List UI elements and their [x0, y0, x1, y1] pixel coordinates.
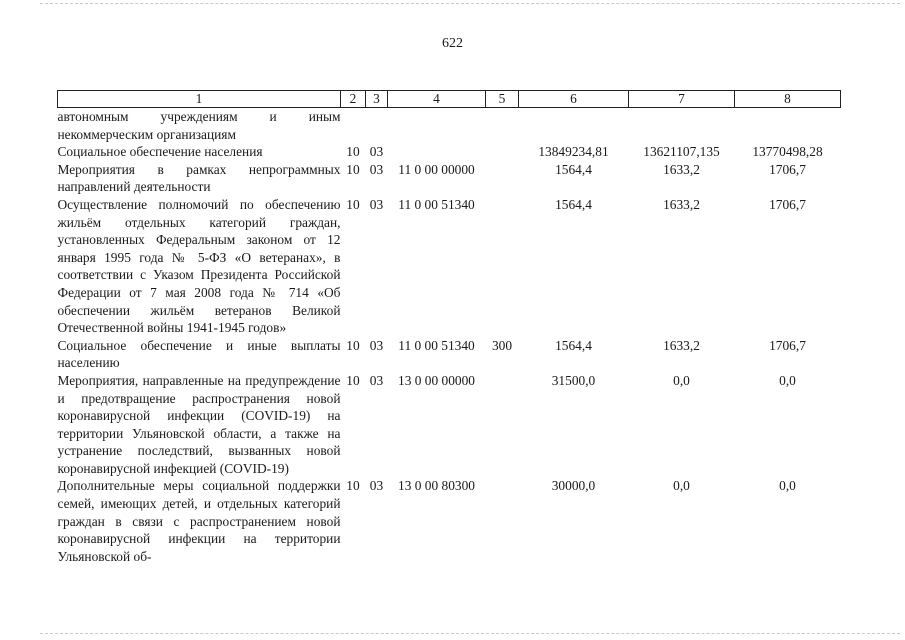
- table-row: [58, 161, 841, 196]
- row-amount-2: 0,0: [673, 372, 690, 388]
- row-section: 10: [346, 196, 360, 212]
- table-row: [58, 372, 841, 478]
- row-name: Мероприятия в рамках непрограммных направлений деятельности: [57, 161, 341, 195]
- row-expense-type: [486, 477, 519, 565]
- row-amount-1: 30000,0: [551, 478, 596, 494]
- row-subsection: 03: [369, 372, 384, 388]
- row-expense-type: [486, 196, 519, 337]
- row-amount-3: 0,0: [779, 372, 796, 388]
- row-subsection: 03: [369, 144, 384, 160]
- row-section: 10: [346, 337, 360, 353]
- budget-table: [57, 90, 841, 565]
- header-row: [58, 91, 841, 108]
- col-header-2: 2: [341, 91, 366, 108]
- row-expense-type: [486, 143, 519, 161]
- row-section: 10: [346, 372, 360, 388]
- row-amount-2: 1633,2: [663, 196, 700, 212]
- table-row: [58, 108, 841, 144]
- row-name: автономным учреждениям и иным некоммерческим организациям: [57, 109, 341, 142]
- table-row: [58, 477, 841, 565]
- row-target-code: 11 0 00 00000: [398, 161, 475, 177]
- row-amount-2: 0,0: [673, 478, 690, 494]
- row-subsection: 03: [369, 196, 384, 212]
- row-name: Социальное обеспечение и иные выплаты населению: [57, 337, 341, 371]
- table-row: [58, 143, 841, 161]
- row-amount-3: 1706,7: [769, 196, 806, 212]
- row-amount-1: 1564,4: [555, 161, 592, 177]
- row-target-code: 11 0 00 51340: [398, 196, 475, 212]
- col-header-3: 3: [366, 91, 388, 108]
- page-number: 622: [442, 36, 463, 51]
- scan-edge-bottom: [40, 633, 900, 634]
- row-amount-3: 1706,7: [769, 337, 806, 353]
- row-section: 10: [346, 161, 360, 177]
- row-expense-type: [486, 161, 519, 196]
- row-subsection: 03: [369, 161, 384, 177]
- row-amount-2: [629, 108, 735, 144]
- row-target-code: 13 0 00 80300: [398, 478, 475, 494]
- row-expense-type: 300: [491, 337, 513, 353]
- table-row: [58, 196, 841, 337]
- row-amount-1: [519, 108, 629, 144]
- col-header-4: 4: [388, 91, 486, 108]
- row-expense-type: [486, 372, 519, 478]
- col-header-6: 6: [519, 91, 629, 108]
- row-section: 10: [346, 478, 360, 494]
- row-target-code: 11 0 00 51340: [398, 337, 475, 353]
- row-expense-type: [486, 108, 519, 144]
- row-amount-2: 13621107,135: [643, 144, 720, 160]
- row-subsection: 03: [369, 478, 384, 494]
- row-amount-3: 0,0: [779, 478, 796, 494]
- row-amount-3: 13770498,28: [752, 144, 823, 160]
- row-name: Социальное обеспечение населения: [57, 144, 263, 160]
- row-name: Осуществление полномочий по обеспечению жильём отдельных категорий граждан, установленных Федеральным законом от 12 января 1995 года № 5-ФЗ «О ветеранах», в соответствии с Указом Президента Российской Федерации от 7 мая 2008 года № 714 «Об обеспечении жильём ветеранов Великой Отечественной войны 1941-1945 годов»: [57, 196, 341, 336]
- row-amount-3: 1706,7: [769, 161, 806, 177]
- row-name: Дополнительные меры социальной поддержки семей, имеющих детей, и отдельных категорий граждан в связи с распространением новой коронавирусной инфекции на территории Ульяновской об-: [57, 478, 341, 564]
- row-target-code: [388, 143, 486, 161]
- row-target-code: 13 0 00 00000: [398, 372, 475, 388]
- row-amount-1: 1564,4: [555, 196, 592, 212]
- table-row: [58, 337, 841, 372]
- col-header-5: 5: [486, 91, 519, 108]
- row-amount-2: 1633,2: [663, 161, 700, 177]
- row-section: [341, 108, 366, 144]
- row-subsection: 03: [369, 337, 384, 353]
- row-amount-1: 13849234,81: [538, 144, 609, 160]
- row-name: Мероприятия, направленные на предупреждение и предотвращение распространения новой коронавирусной инфекции (COVID-19) на территории Ульяновской области, а также на устранение последствий, вызванных новой коронавирусной инфекцией (COVID-19): [57, 372, 341, 476]
- row-amount-1: 31500,0: [551, 372, 596, 388]
- row-section: 10: [346, 144, 360, 160]
- col-header-8: 8: [735, 91, 841, 108]
- col-header-7: 7: [629, 91, 735, 108]
- row-subsection: [366, 108, 388, 144]
- scan-edge-top: [40, 3, 900, 4]
- row-amount-1: 1564,4: [555, 337, 592, 353]
- row-target-code: [388, 108, 486, 144]
- col-header-1: 1: [58, 91, 341, 108]
- row-amount-3: [735, 108, 841, 144]
- row-amount-2: 1633,2: [663, 337, 700, 353]
